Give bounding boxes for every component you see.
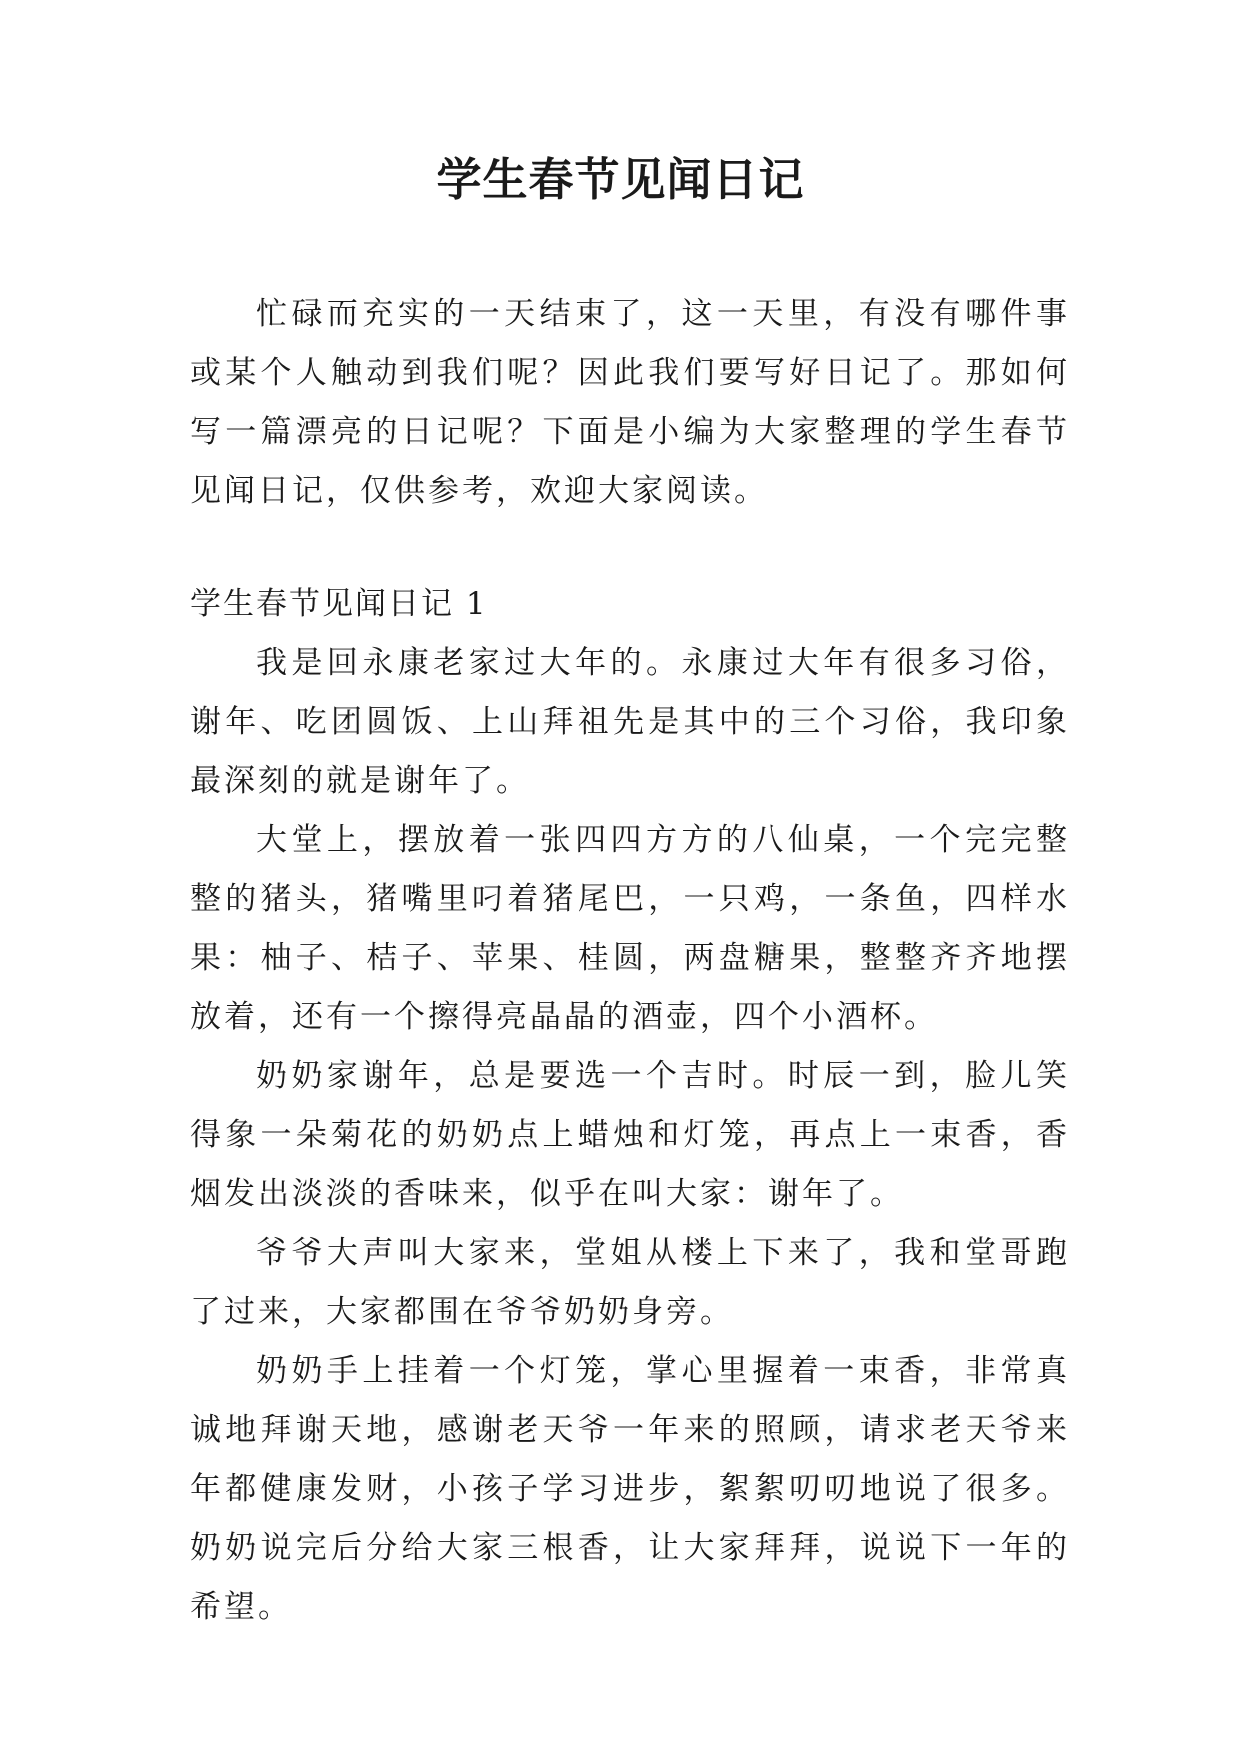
diary-paragraph-5: 奶奶手上挂着一个灯笼，掌心里握着一束香，非常真诚地拜谢天地，感谢老天爷一年来的照顾，请求老天爷来年都健康发财，小孩子学习进步，絮絮叨叨地说了很多。奶奶说完后分给大家三根香，让大家拜拜，说说下一年的希望。 [190,1353,1070,1625]
diary-paragraph-2: 大堂上，摆放着一张四四方方的八仙桌，一个完完整整的猪头，猪嘴里叼着猪尾巴，一只鸡，一条鱼，四样水果：柚子、桔子、苹果、桂圆，两盘糖果，整整齐齐地摆放着，还有一个擦得亮晶晶的酒壶，四个小酒杯。 [190,822,1070,1035]
intro-block [190,285,1070,521]
section-heading: 学生春节见闻日记 1 [190,586,488,622]
diary-paragraph-3: 奶奶家谢年，总是要选一个吉时。时辰一到，脸儿笑得象一朵菊花的奶奶点上蜡烛和灯笼，再点上一束香，香烟发出淡淡的香味来，似乎在叫大家：谢年了。 [190,1058,1070,1212]
page-title: 学生春节见闻日记 [436,153,805,206]
intro-paragraph: 忙碌而充实的一天结束了，这一天里，有没有哪件事或某个人触动到我们呢？因此我们要写好日记了。那如何写一篇漂亮的日记呢？下面是小编为大家整理的学生春节见闻日记，仅供参考，欢迎大家阅读。 [190,296,1070,509]
diary-section [190,575,1070,1637]
diary-paragraph-4: 爷爷大声叫大家来，堂姐从楼上下来了，我和堂哥跑了过来，大家都围在爷爷奶奶身旁。 [190,1235,1070,1330]
diary-paragraph-1: 我是回永康老家过大年的。永康过大年有很多习俗，谢年、吃团圆饭、上山拜祖先是其中的三个习俗，我印象最深刻的就是谢年了。 [190,645,1070,799]
